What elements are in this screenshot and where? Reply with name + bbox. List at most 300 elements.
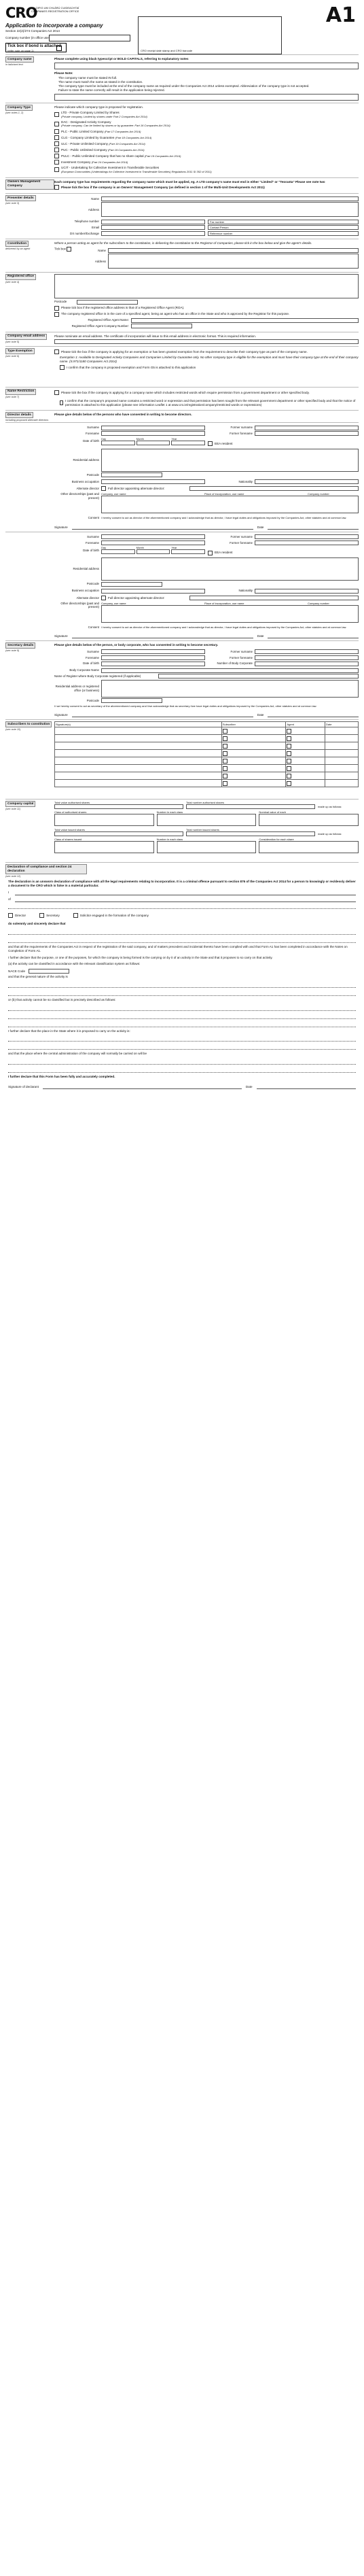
type-checkbox[interactable]	[54, 167, 59, 172]
subscriber-cell[interactable]	[221, 727, 286, 735]
dir-signature-field[interactable]	[72, 522, 253, 530]
agent-cell[interactable]	[286, 735, 325, 742]
auth-value-label: Total value authorised shares	[54, 801, 90, 805]
bond-checkbox[interactable]	[56, 46, 62, 51]
alt-text: Full director appointing alternate director:	[108, 596, 165, 600]
type-checkbox[interactable]	[54, 122, 59, 126]
owners-mgmt-note: Each company type has requirements regarding the company name which must be applied, eg. A LTD company's name must end in either "Limited" or "Teoranta" Please see note two	[54, 179, 325, 184]
registered-office-address-field[interactable]	[54, 274, 359, 298]
bond-tick-box	[5, 43, 67, 52]
dir-occupation-label: Business occupation	[71, 589, 99, 593]
dir-surname-field[interactable]	[101, 534, 205, 539]
company-type-option[interactable]	[54, 154, 359, 158]
alt-checkbox[interactable]	[101, 486, 106, 491]
presenter-phone-field[interactable]	[101, 220, 205, 224]
subscriber-cell[interactable]	[221, 735, 286, 742]
subscribers-col-agent: Agent	[286, 722, 325, 727]
type-checkbox[interactable]	[54, 141, 59, 146]
dir-signature-label: Signature	[54, 525, 68, 529]
subscriber-date-cell[interactable]	[325, 727, 359, 735]
dir-nationality-label: Nationality	[238, 480, 253, 484]
director-details-section	[5, 410, 359, 422]
consent-label: Consent	[88, 516, 99, 520]
subscriber-row	[55, 727, 359, 735]
type-sub: (Part 18 Companies Act 2014)	[115, 136, 152, 140]
sec-postcode-field[interactable]	[101, 698, 162, 703]
agent-name-field[interactable]	[108, 248, 359, 253]
agent-cell[interactable]	[286, 727, 325, 735]
type-checkbox[interactable]	[54, 129, 59, 134]
presenter-section	[5, 193, 359, 239]
registered-office-section	[5, 272, 359, 332]
dir-surname-label: Surname	[87, 534, 99, 538]
dir-former-forename-label: Former forename	[230, 432, 253, 436]
eea-checkbox[interactable]	[208, 551, 213, 555]
subscriber-checkbox[interactable]	[223, 766, 228, 771]
sec-date-label: Date	[257, 713, 264, 717]
presenter-dx-field[interactable]	[101, 231, 205, 236]
logo-sub-irish: AN OIFIG UM CHLÁRÚ CUIDEACHTAÍ	[31, 6, 79, 10]
declarant-name-field[interactable]	[15, 890, 356, 895]
company-type-option[interactable]	[54, 148, 359, 152]
dir-occupation-label: Business occupation	[71, 480, 99, 484]
auth-nominal-field[interactable]	[259, 814, 359, 826]
dob-day-field[interactable]	[101, 441, 135, 445]
activity-description-line[interactable]	[8, 1013, 356, 1019]
type-label: DAC - Designated Activity Company	[61, 120, 111, 124]
agent-checkbox[interactable]	[287, 781, 291, 786]
exemption-confirm-option[interactable]	[54, 365, 359, 370]
type-label: ULC - Private Unlimited Company	[61, 141, 108, 145]
subscriber-row	[55, 780, 359, 787]
agent-name-label: Name	[98, 248, 106, 252]
issued-class-field[interactable]	[54, 841, 154, 853]
owners-mgmt-text: Please tick the box if the company is an Owners' Management Company (as defined in section 1 of the Multi-Unit Developments Act 2011)	[61, 185, 265, 189]
agent-cell[interactable]	[286, 757, 325, 765]
dir-postcode-field[interactable]	[101, 582, 162, 587]
subscriber-row	[55, 772, 359, 780]
name-restriction-confirm-option[interactable]	[54, 399, 359, 407]
alt-director-field[interactable]	[189, 486, 359, 491]
dob-year-label: Year	[171, 546, 177, 550]
subscriber-checkbox[interactable]	[223, 774, 228, 778]
auth-class-number-label: Number in each class	[156, 810, 183, 814]
dir-forename-field[interactable]	[101, 431, 205, 436]
email-text: Please nominate an email address. The certificate of incorporation will issue to this email address in electronic format. This is required information.	[54, 334, 257, 338]
presenter-contact-field[interactable]: Contact Person	[208, 225, 359, 230]
exemption-confirm-text: I confirm that the company is proposed exemption and Form G5 is attached to this application	[67, 365, 196, 369]
agent-cell[interactable]	[286, 772, 325, 780]
dob-month-field[interactable]	[136, 549, 170, 554]
company-type-option[interactable]	[54, 160, 359, 165]
type-exemption-section	[5, 346, 359, 373]
declaration-p4: and that the general nature of the activity is	[8, 975, 68, 979]
issued-class-number-label: Number in each class	[156, 838, 183, 842]
central-admin-line[interactable]	[8, 1059, 356, 1065]
dob-day-field[interactable]	[101, 549, 135, 554]
declarant-address-field[interactable]	[15, 897, 356, 902]
dir-occupation-field[interactable]	[101, 479, 205, 484]
roa-number-field[interactable]	[131, 324, 192, 328]
declarant-date-field[interactable]	[257, 1082, 356, 1089]
dir-former-surname-label: Former surname	[230, 534, 253, 538]
subscribers-col-date: Date	[325, 722, 359, 727]
central-admin-line[interactable]	[8, 1067, 356, 1073]
type-checkbox[interactable]	[54, 160, 59, 165]
declarant-signature-label: Signature of declarant	[8, 1085, 39, 1089]
subscriber-cell[interactable]	[221, 780, 286, 787]
type-label: UCIT - Undertaking for Collective Investment in Transferable Securities	[61, 166, 160, 170]
role-director[interactable]	[8, 913, 26, 918]
logo-sub-english: COMPANIES REGISTRATION OFFICE	[31, 9, 79, 13]
dir-surname-field[interactable]	[101, 426, 205, 430]
sec-signature-label: Signature	[54, 713, 68, 717]
subscriber-checkbox[interactable]	[223, 736, 228, 741]
dir-former-surname-label: Former surname	[230, 426, 253, 430]
subscriber-checkbox[interactable]	[223, 759, 228, 763]
declaration-body	[5, 880, 359, 1089]
subscriber-cell[interactable]	[221, 742, 286, 750]
role-secretary-checkbox[interactable]	[39, 913, 44, 918]
company-type-instruction: Please indicate which company type is proposed for registration.	[54, 105, 143, 109]
constitution-checkbox[interactable]	[67, 247, 71, 252]
company-name-note: Failure to state the name correctly will result in the application being rejected.	[58, 88, 165, 92]
owners-management-section	[5, 177, 359, 194]
company-name-section	[5, 54, 359, 103]
subscriber-date-cell[interactable]	[325, 735, 359, 742]
subscriber-date-cell[interactable]	[325, 765, 359, 772]
dob-year-field[interactable]	[171, 441, 205, 445]
subscriber-cell[interactable]	[221, 757, 286, 765]
subscriber-signature-cell[interactable]	[55, 727, 222, 735]
subscribers-section	[5, 719, 359, 789]
company-email-field[interactable]	[54, 339, 359, 344]
subscriber-signature-cell[interactable]	[55, 780, 222, 787]
declaration-p3: (a) the activity can be classified in accordance with the relevant classification system as follows:	[8, 962, 141, 966]
subscriber-date-cell[interactable]	[325, 780, 359, 787]
subscriber-date-cell[interactable]	[325, 742, 359, 750]
company-name-note: The name must match the name as stated in the constitution.	[58, 80, 143, 84]
agent-cell[interactable]	[286, 765, 325, 772]
declaration-line[interactable]	[8, 929, 356, 935]
roa-name-label: Registered Office Agent Name:	[88, 318, 129, 322]
presenter-sub: (see note 3)	[5, 202, 20, 205]
owners-mgmt-checkbox[interactable]	[54, 185, 59, 190]
registered-office-sub: (see note 4)	[5, 280, 20, 284]
type-checkbox[interactable]	[54, 135, 59, 140]
sec-date-field[interactable]	[268, 710, 359, 717]
company-name-sub: in italicised text	[5, 63, 23, 66]
role-solicitor-label: Solicitor engaged in the formation of the company	[79, 914, 149, 918]
director-block	[5, 532, 359, 640]
sec-signature-field[interactable]	[72, 710, 253, 717]
subscriber-checkbox[interactable]	[223, 781, 228, 786]
activity-place-line[interactable]	[8, 1044, 356, 1050]
type-checkbox[interactable]	[54, 148, 59, 152]
auth-number-field[interactable]	[186, 804, 315, 809]
subscriber-signature-cell[interactable]	[55, 750, 222, 757]
dir-signature-field[interactable]	[72, 631, 253, 638]
dir-forename-label: Forename	[85, 540, 99, 545]
agent-checkbox[interactable]	[287, 766, 291, 771]
subscriber-row	[55, 742, 359, 750]
dir-signature-label: Signature	[54, 634, 68, 638]
issued-class-number-field[interactable]	[157, 841, 257, 853]
dir-alternate-label: Alternate director	[76, 596, 99, 600]
presenter-address-field[interactable]	[101, 202, 359, 217]
other-dir-col-number: Company number	[308, 601, 329, 605]
agent-checkbox[interactable]	[287, 774, 291, 778]
nace-code-field[interactable]	[29, 969, 69, 974]
name-restriction-checkbox[interactable]	[54, 390, 59, 395]
subscriber-checkbox[interactable]	[223, 729, 228, 734]
auth-class-label: Class of authorised shares	[54, 810, 87, 814]
roa-agent-option[interactable]	[54, 312, 359, 317]
dir-date-label: Date	[257, 634, 264, 638]
company-type-option[interactable]	[54, 111, 359, 118]
dir-former-surname-field[interactable]	[255, 426, 359, 430]
constitution-section	[5, 239, 359, 272]
auth-class-field[interactable]	[54, 814, 154, 826]
type-label: PUC - Public Unlimited Company	[61, 148, 107, 152]
dir-former-surname-field[interactable]	[255, 534, 359, 539]
company-capital-section	[5, 799, 359, 855]
bond-tick-sub: (refer note on page 1)	[7, 48, 34, 52]
dob-month-label: Month	[136, 436, 144, 441]
agent-address-label: Address	[94, 259, 106, 263]
subscriber-checkbox[interactable]	[223, 744, 228, 749]
subscribers-sub: (see note 10)	[5, 728, 21, 732]
sec-surname-label: Surname	[87, 650, 99, 654]
subscriber-signature-cell[interactable]	[55, 735, 222, 742]
type-sub: (Part 19 Companies Act 2014)	[144, 154, 181, 158]
agent-checkbox[interactable]	[287, 744, 291, 749]
secretary-sub: (see note 9)	[5, 649, 20, 652]
auth-nominal-label: Nominal value of each	[259, 810, 286, 814]
company-type-option[interactable]	[54, 141, 359, 146]
director-block	[5, 422, 359, 531]
company-type-option[interactable]	[54, 166, 359, 173]
auth-number-label: Total number authorised shares	[186, 801, 225, 805]
roa-name-field[interactable]	[131, 318, 359, 323]
agent-checkbox[interactable]	[287, 736, 291, 741]
company-name-field-2[interactable]	[54, 94, 359, 101]
dir-nationality-field[interactable]	[255, 479, 359, 484]
subscriber-cell[interactable]	[221, 750, 286, 757]
dir-occupation-field[interactable]	[101, 589, 205, 594]
role-secretary-label: Secretary	[46, 914, 60, 918]
constitution-tick-label: Tick box	[54, 247, 66, 251]
sec-former-forename-field[interactable]	[255, 655, 359, 660]
dir-nationality-field[interactable]	[255, 589, 359, 594]
other-dir-col-company: Company, use name	[101, 492, 126, 496]
agent-checkbox[interactable]	[287, 751, 291, 756]
dir-postcode-label: Postcode	[86, 473, 99, 477]
sec-dob-field[interactable]	[101, 662, 205, 666]
exemption-confirm-checkbox[interactable]	[60, 365, 65, 370]
company-type-option[interactable]	[54, 120, 359, 128]
dir-former-forename-label: Former forename	[230, 540, 253, 545]
ro-postcode-field[interactable]	[77, 300, 138, 305]
subscriber-date-cell[interactable]	[325, 750, 359, 757]
presenter-reference-field[interactable]: Reference number	[208, 231, 359, 236]
other-dir-col-place: Place of incorporation, use name	[204, 492, 244, 496]
issued-value-label: Total value issued shares	[54, 828, 85, 832]
activity-nature-line[interactable]	[8, 982, 356, 988]
subscriber-signature-cell[interactable]	[55, 765, 222, 772]
sec-former-surname-label: Former surname	[230, 650, 253, 654]
type-exemption-option[interactable]	[54, 349, 359, 354]
role-director-label: Director	[15, 914, 26, 918]
presenter-address-label: Address	[88, 207, 99, 211]
presenter-phone-label: Telephone number	[74, 220, 99, 224]
eea-checkbox[interactable]	[208, 441, 213, 446]
subscriber-row	[55, 757, 359, 765]
presenter-name-label: Name	[91, 196, 99, 201]
company-number-label: Company number (in office use)	[5, 36, 50, 39]
subscribers-col-signature: Signature(s)	[55, 722, 222, 727]
company-email-section	[5, 332, 359, 347]
auth-value-field[interactable]	[54, 804, 183, 809]
roa-option[interactable]	[54, 306, 359, 311]
type-sub: (Part 17 Companies Act 2014)	[104, 130, 141, 134]
sec-register-field[interactable]	[158, 674, 359, 679]
agent-address-field[interactable]	[108, 254, 359, 269]
type-label: PLC - Public Limited Company	[61, 129, 104, 133]
dir-address-field[interactable]	[101, 449, 359, 472]
alt-director-field[interactable]	[189, 596, 359, 600]
dob-year-field[interactable]	[171, 549, 205, 554]
subscriber-checkbox[interactable]	[223, 751, 228, 756]
presenter-email-field[interactable]	[101, 225, 205, 230]
type-checkbox[interactable]	[54, 112, 59, 117]
agent-cell[interactable]	[286, 780, 325, 787]
ro-postcode-label: Postcode	[54, 300, 67, 304]
role-director-checkbox[interactable]	[8, 913, 13, 918]
roa-checkbox[interactable]	[54, 306, 59, 311]
subscriber-signature-cell[interactable]	[55, 742, 222, 750]
dir-address-field[interactable]	[101, 557, 359, 581]
type-label: PULC - Public Unlimited Company that has no share capital	[61, 154, 144, 158]
sec-address-field[interactable]	[101, 680, 359, 698]
agent-checkbox[interactable]	[287, 759, 291, 763]
activity-description-line[interactable]	[8, 1021, 356, 1027]
declaration-line[interactable]	[8, 937, 356, 943]
presenter-name-field[interactable]	[101, 196, 359, 201]
activity-nature-line[interactable]	[8, 990, 356, 996]
type-checkbox[interactable]	[54, 154, 59, 158]
roa-agent-checkbox[interactable]	[54, 312, 59, 317]
type-exemption-checkbox[interactable]	[54, 349, 59, 354]
activity-description-line[interactable]	[8, 1005, 356, 1011]
dir-forename-field[interactable]	[101, 540, 205, 545]
declarant-i-label: I	[8, 891, 10, 895]
presenter-dx-label: DX number/Exchange	[70, 231, 99, 235]
owners-mgmt-option[interactable]	[54, 185, 359, 190]
type-sub: (Part 19 Companies Act 2014)	[107, 148, 145, 152]
company-type-option[interactable]	[54, 129, 359, 134]
subscriber-signature-cell[interactable]	[55, 757, 222, 765]
other-directorships-field[interactable]	[101, 605, 359, 623]
subscriber-cell[interactable]	[221, 765, 286, 772]
activity-place-line[interactable]	[8, 1035, 356, 1042]
company-type-option[interactable]	[54, 135, 359, 140]
type-sub: (Private company. Can be limited by shares or by guarantee: Part 16 Companies Act 2014)	[61, 124, 170, 128]
bond-tick-label: Tick box if bond is attached	[7, 44, 61, 48]
dir-former-forename-field[interactable]	[255, 540, 359, 545]
sec-body-name-label: Body Corporate Name	[69, 668, 99, 672]
dir-dob-label: Date of birth	[83, 439, 99, 443]
company-name-field[interactable]	[54, 63, 359, 69]
company-name-note: The company type must be included at the end of the company name as required under the Companies Act 2014 unless exempted. Abbreviation of the company type is not accepted.	[58, 84, 310, 88]
type-exemption-text: Please tick the box if the company is applying for an exemption or has been granted exemption from the requirement to describe their company type as part of the company name.	[61, 350, 308, 354]
dir-date-field[interactable]	[268, 522, 359, 530]
subscriber-date-cell[interactable]	[325, 772, 359, 780]
stamp-label: CRO receipt date stamp and CRO barcode	[141, 49, 193, 52]
exemption-1-text: Exemption 1: Available to Designated Activity Companies and Companies Limited by Guarantee only. No other company type is eligible for the exemption and must have their company type at the end of their company name. (S.971/1180 Companies Act 2014)	[60, 356, 359, 364]
sec-body-name-field[interactable]	[101, 668, 359, 673]
dob-month-field[interactable]	[136, 441, 170, 445]
agent-checkbox[interactable]	[287, 729, 291, 734]
agent-cell[interactable]	[286, 742, 325, 750]
sec-surname-field[interactable]	[101, 649, 205, 654]
name-restriction-confirm-checkbox[interactable]	[60, 400, 63, 405]
other-directorships-field[interactable]	[101, 496, 359, 513]
type-sub: (Private company, Limited by shares under Part 2 Companies Act 2014)	[61, 114, 147, 118]
declarant-address-line[interactable]	[8, 903, 356, 909]
subscriber-row	[55, 750, 359, 757]
name-restriction-option[interactable]	[54, 390, 359, 395]
dir-postcode-field[interactable]	[101, 473, 162, 477]
company-number-field[interactable]	[49, 35, 130, 41]
dir-other-label: Other directorships (past and present)	[60, 492, 99, 500]
dir-former-forename-field[interactable]	[255, 431, 359, 436]
eea-label: EEA resident	[215, 551, 233, 555]
name-restriction-sub: (see note 7)	[5, 395, 20, 398]
role-secretary[interactable]	[39, 913, 60, 918]
issued-value-field[interactable]	[54, 831, 183, 836]
subscriber-row	[55, 765, 359, 772]
agent-cell[interactable]	[286, 750, 325, 757]
alt-checkbox[interactable]	[101, 596, 106, 600]
subscribers-col-subscriber: Subscriber	[221, 722, 286, 727]
issued-consideration-field[interactable]	[259, 841, 359, 853]
presenter-fax-field[interactable]: Fax number	[208, 220, 359, 224]
auth-class-number-field[interactable]	[157, 814, 257, 826]
constitution-text: Where a person acting as agent for the subscribers to the constitution, is delivering the constitution to the Registrar of Companies, please tick in the box below and give the agent's details.	[54, 241, 312, 245]
subscriber-signature-cell[interactable]	[55, 772, 222, 780]
other-dir-col-place: Place of incorporation, use name	[204, 601, 244, 605]
roa-agent-text: The company registered office is in the care of a specified agent, being an agent who has an office in the State and who is approved by the Registrar for this purpose.	[61, 312, 290, 316]
subscriber-cell[interactable]	[221, 772, 286, 780]
sec-former-surname-field[interactable]	[255, 649, 359, 654]
sec-body-number-field[interactable]	[255, 662, 359, 666]
declarant-signature-field[interactable]	[43, 1082, 242, 1089]
sec-dob-label: Date of birth	[83, 662, 99, 666]
secretary-instruction: Please give details below of the person, or body corporate, who has consented in writing to become secretary.	[54, 643, 219, 647]
dob-day-label: Day	[101, 436, 107, 441]
issued-number-field[interactable]	[186, 831, 315, 836]
presenter-email-label: Email	[92, 226, 99, 229]
role-solicitor-checkbox[interactable]	[73, 913, 78, 918]
dir-date-field[interactable]	[268, 631, 359, 638]
role-solicitor[interactable]	[73, 913, 149, 918]
sec-register-label: Name of Register where Body Corporate registered (if applicable)	[54, 674, 141, 679]
sec-forename-field[interactable]	[101, 655, 205, 660]
declarant-of-label: of	[8, 897, 11, 901]
company-type-section	[5, 103, 359, 177]
subscriber-date-cell[interactable]	[325, 757, 359, 765]
